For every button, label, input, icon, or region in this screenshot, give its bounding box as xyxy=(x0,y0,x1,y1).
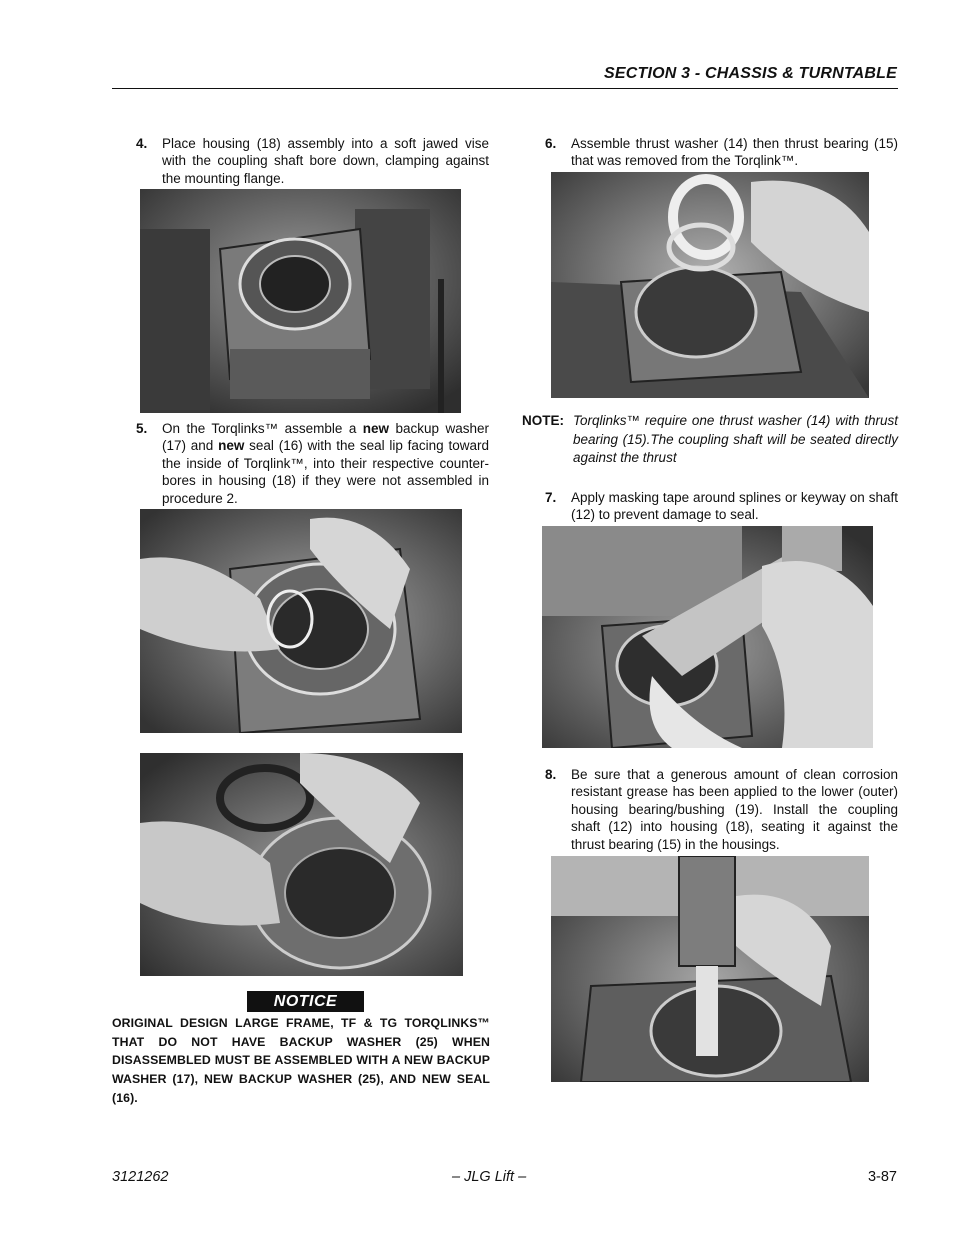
step-text: Place housing (18) assembly into a soft jawed vise with the coupling shaft bore down, clamping against the mounting flange. xyxy=(162,136,489,186)
photo-coupling-shaft xyxy=(551,856,869,1082)
step-8 xyxy=(545,766,898,856)
step-text: On the Torqlinks™ assemble a new backup washer (17) and new seal (16) with the seal lip facing toward the inside of Torqlink™, into their respective counter-bores in housing (18) if they were not assembled in procedure 2. xyxy=(162,421,489,506)
photo-masking-tape xyxy=(542,526,873,748)
step-5 xyxy=(136,420,489,510)
step-text: Be sure that a generous amount of clean corrosion resistant grease has been applied to the lower (outer) housing bearing/bushing (19). Install the coupling shaft (12) into housing (18), seating it against the thrust bearing (15) in the housings. xyxy=(571,767,898,852)
notice-badge: NOTICE xyxy=(247,991,364,1012)
step-6 xyxy=(545,135,898,171)
step-7 xyxy=(545,489,898,525)
notice-text: ORIGINAL DESIGN LARGE FRAME, TF & TG TORQLINKS™ THAT DO NOT HAVE BACKUP WASHER (25) WHEN DISASSEMBLED MUST BE ASSEMBLED WITH A NEW BACKUP WASHER (17), NEW BACKUP WASHER (25), AND NEW SEAL (16). xyxy=(112,1016,490,1105)
photo-backup-washer xyxy=(140,509,462,733)
step-4 xyxy=(136,135,489,189)
step-number: 6. xyxy=(545,136,557,151)
step-text: Apply masking tape around splines or keyway on shaft (12) to prevent damage to seal. xyxy=(571,490,898,523)
section-title: SECTION 3 - CHASSIS & TURNTABLE xyxy=(603,65,897,82)
photo-seal-install xyxy=(140,753,463,976)
step-number: 8. xyxy=(545,767,557,782)
photo-thrust-bearing xyxy=(551,172,869,398)
footer-publisher: – JLG Lift – xyxy=(452,1169,527,1185)
step-number: 5. xyxy=(136,421,148,436)
step-text: Assemble thrust washer (14) then thrust bearing (15) that was removed from the Torqlink™. xyxy=(571,136,898,169)
header-rule xyxy=(112,88,898,89)
note-label: NOTE: xyxy=(522,413,564,428)
note-text: Torqlinks™ require one thrust washer (14) with thrust bearing (15).The coupling shaft will be seated directly against the thrust xyxy=(573,413,898,465)
note xyxy=(522,412,898,470)
footer-doc-number: 3121262 xyxy=(112,1169,169,1185)
footer-page-number: 3-87 xyxy=(867,1169,897,1185)
step-number: 7. xyxy=(545,490,557,505)
photo-housing-in-vise xyxy=(140,189,461,413)
step-number: 4. xyxy=(136,136,148,151)
